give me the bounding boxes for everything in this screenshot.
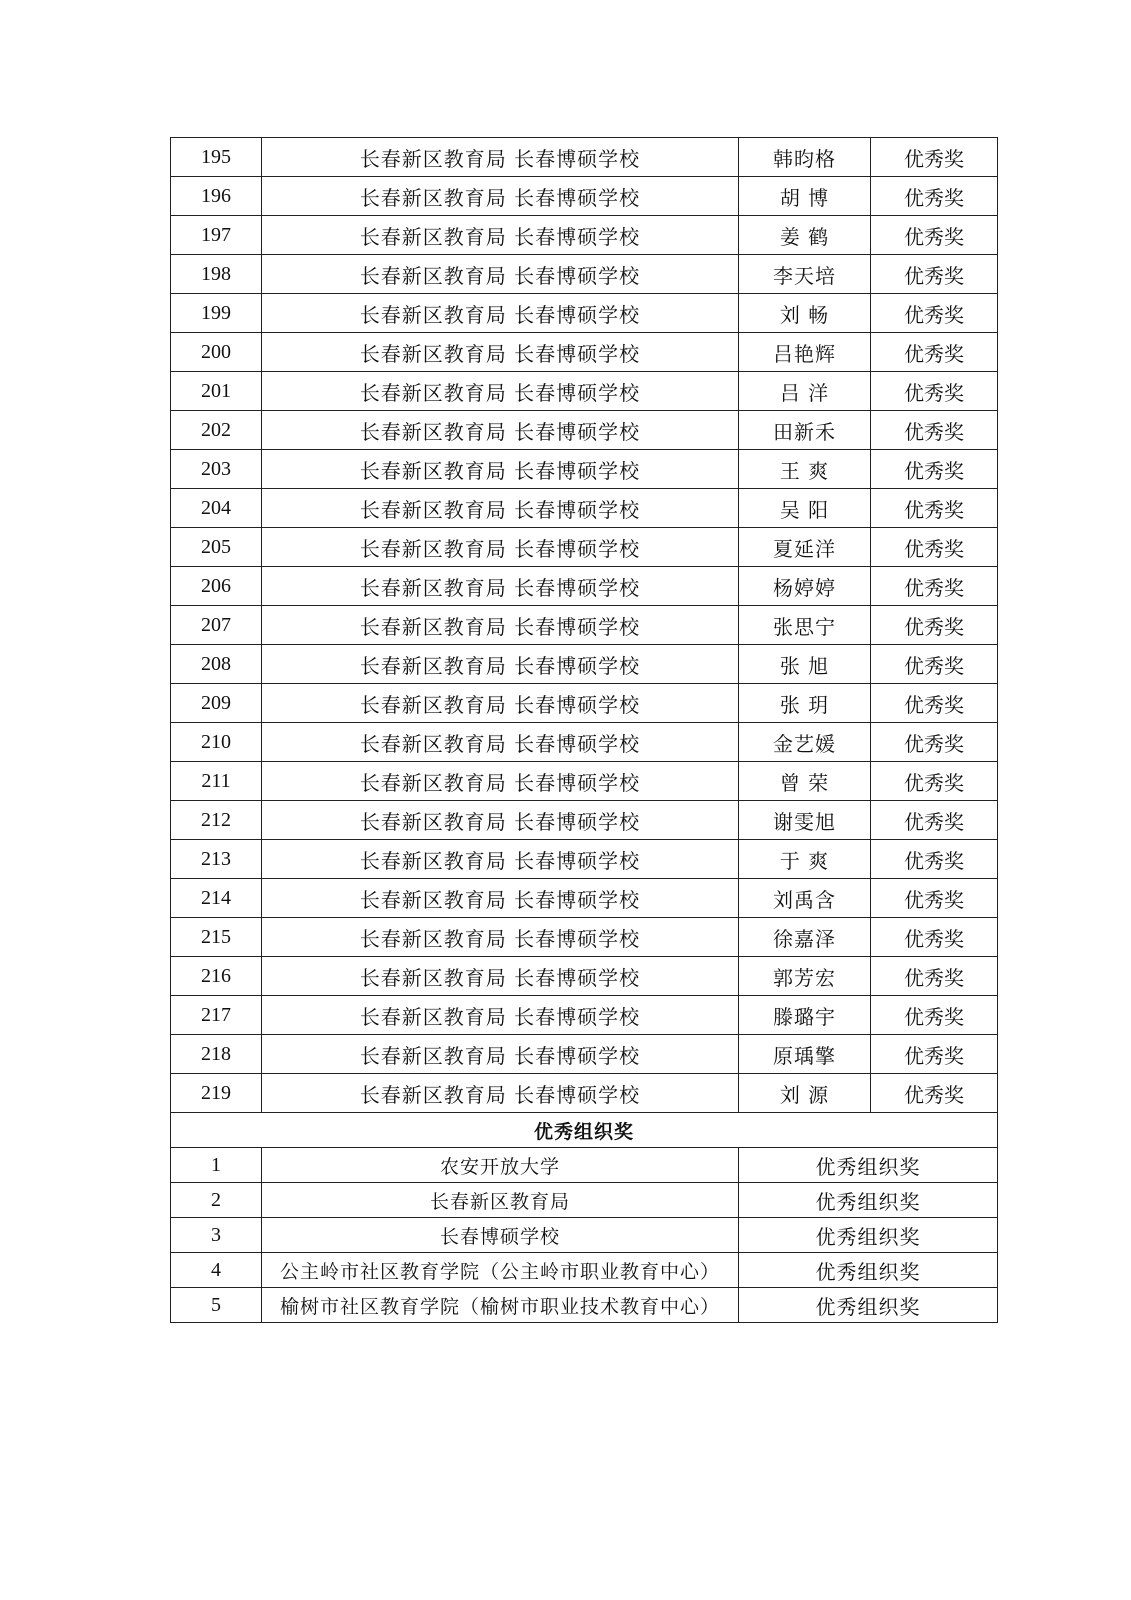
row-number: 206 [171,567,262,606]
row-number: 211 [171,762,262,801]
award-cell: 优秀奖 [871,957,998,996]
table-row [171,1288,998,1323]
name-cell: 王 爽 [739,450,871,489]
award-cell: 优秀组织奖 [739,1183,998,1218]
organization-cell: 长春新区教育局 长春博硕学校 [262,216,739,255]
award-cell: 优秀奖 [871,1074,998,1113]
row-number: 197 [171,216,262,255]
row-number: 198 [171,255,262,294]
award-cell: 优秀奖 [871,684,998,723]
organization-cell: 长春新区教育局 [262,1183,739,1218]
table-row [171,1035,998,1074]
row-number: 212 [171,801,262,840]
organization-cell: 公主岭市社区教育学院（公主岭市职业教育中心） [262,1253,739,1288]
table-row [171,294,998,333]
award-cell: 优秀奖 [871,996,998,1035]
organization-cell: 长春新区教育局 长春博硕学校 [262,723,739,762]
section-header-row [171,1113,998,1148]
organization-cell: 长春新区教育局 长春博硕学校 [262,918,739,957]
table-row [171,528,998,567]
table-row [171,450,998,489]
name-cell: 吕 洋 [739,372,871,411]
organization-cell: 长春新区教育局 长春博硕学校 [262,645,739,684]
name-cell: 原瑀擎 [739,1035,871,1074]
organization-cell: 长春新区教育局 长春博硕学校 [262,255,739,294]
organization-cell: 长春博硕学校 [262,1218,739,1253]
row-number: 195 [171,138,262,177]
organization-cell: 长春新区教育局 长春博硕学校 [262,762,739,801]
organization-cell: 长春新区教育局 长春博硕学校 [262,801,739,840]
name-cell: 张思宁 [739,606,871,645]
table-row [171,918,998,957]
table-row [171,1183,998,1218]
row-number: 1 [171,1148,262,1183]
row-number: 204 [171,489,262,528]
name-cell: 郭芳宏 [739,957,871,996]
table-row [171,567,998,606]
name-cell: 吴 阳 [739,489,871,528]
award-cell: 优秀奖 [871,1035,998,1074]
organization-cell: 长春新区教育局 长春博硕学校 [262,177,739,216]
row-number: 200 [171,333,262,372]
row-number: 3 [171,1218,262,1253]
name-cell: 张 玥 [739,684,871,723]
award-cell: 优秀奖 [871,567,998,606]
table-row [171,1148,998,1183]
award-cell: 优秀组织奖 [739,1253,998,1288]
table-row [171,216,998,255]
row-number: 210 [171,723,262,762]
table-row [171,606,998,645]
award-cell: 优秀奖 [871,918,998,957]
award-cell: 优秀奖 [871,879,998,918]
organization-cell: 长春新区教育局 长春博硕学校 [262,372,739,411]
row-number: 5 [171,1288,262,1323]
table-row [171,723,998,762]
row-number: 202 [171,411,262,450]
row-number: 209 [171,684,262,723]
organization-cell: 长春新区教育局 长春博硕学校 [262,333,739,372]
name-cell: 刘 畅 [739,294,871,333]
award-cell: 优秀奖 [871,801,998,840]
awards-table [170,137,998,1323]
row-number: 207 [171,606,262,645]
name-cell: 吕艳辉 [739,333,871,372]
row-number: 205 [171,528,262,567]
award-cell: 优秀奖 [871,723,998,762]
table-row [171,684,998,723]
individual-awards-body [171,138,998,1113]
organization-cell: 长春新区教育局 长春博硕学校 [262,294,739,333]
row-number: 199 [171,294,262,333]
row-number: 201 [171,372,262,411]
organization-cell: 长春新区教育局 长春博硕学校 [262,528,739,567]
table-row [171,957,998,996]
organization-cell: 长春新区教育局 长春博硕学校 [262,957,739,996]
organization-cell: 长春新区教育局 长春博硕学校 [262,996,739,1035]
row-number: 219 [171,1074,262,1113]
table-row [171,840,998,879]
organization-cell: 长春新区教育局 长春博硕学校 [262,1035,739,1074]
award-cell: 优秀奖 [871,216,998,255]
award-cell: 优秀奖 [871,294,998,333]
table-row [171,762,998,801]
name-cell: 滕璐宇 [739,996,871,1035]
name-cell: 胡 博 [739,177,871,216]
award-cell: 优秀奖 [871,645,998,684]
award-cell: 优秀组织奖 [739,1288,998,1323]
organization-section [171,1113,998,1148]
organization-cell: 长春新区教育局 长春博硕学校 [262,1074,739,1113]
name-cell: 夏延洋 [739,528,871,567]
name-cell: 韩昀格 [739,138,871,177]
award-cell: 优秀奖 [871,528,998,567]
table-row [171,1218,998,1253]
row-number: 214 [171,879,262,918]
table-row [171,255,998,294]
award-cell: 优秀奖 [871,177,998,216]
row-number: 217 [171,996,262,1035]
organization-awards-body [171,1148,998,1323]
row-number: 213 [171,840,262,879]
name-cell: 徐嘉泽 [739,918,871,957]
award-cell: 优秀奖 [871,372,998,411]
row-number: 203 [171,450,262,489]
name-cell: 姜 鹤 [739,216,871,255]
name-cell: 谢雯旭 [739,801,871,840]
award-cell: 优秀奖 [871,333,998,372]
organization-cell: 长春新区教育局 长春博硕学校 [262,840,739,879]
section-title: 优秀组织奖 [171,1113,998,1148]
row-number: 196 [171,177,262,216]
row-number: 215 [171,918,262,957]
table-row [171,1074,998,1113]
name-cell: 曾 荣 [739,762,871,801]
row-number: 2 [171,1183,262,1218]
award-cell: 优秀组织奖 [739,1148,998,1183]
organization-cell: 长春新区教育局 长春博硕学校 [262,411,739,450]
organization-cell: 长春新区教育局 长春博硕学校 [262,684,739,723]
organization-cell: 农安开放大学 [262,1148,739,1183]
table-row [171,372,998,411]
row-number: 4 [171,1253,262,1288]
organization-cell: 长春新区教育局 长春博硕学校 [262,450,739,489]
table-row [171,489,998,528]
table-row [171,138,998,177]
name-cell: 田新禾 [739,411,871,450]
name-cell: 于 爽 [739,840,871,879]
organization-cell: 长春新区教育局 长春博硕学校 [262,879,739,918]
row-number: 208 [171,645,262,684]
award-cell: 优秀奖 [871,411,998,450]
award-cell: 优秀组织奖 [739,1218,998,1253]
name-cell: 刘 源 [739,1074,871,1113]
table-row [171,879,998,918]
award-cell: 优秀奖 [871,450,998,489]
award-cell: 优秀奖 [871,840,998,879]
organization-cell: 长春新区教育局 长春博硕学校 [262,489,739,528]
name-cell: 杨婷婷 [739,567,871,606]
organization-cell: 长春新区教育局 长春博硕学校 [262,606,739,645]
name-cell: 张 旭 [739,645,871,684]
award-cell: 优秀奖 [871,606,998,645]
table-row [171,645,998,684]
table-row [171,177,998,216]
name-cell: 刘禹含 [739,879,871,918]
table-row [171,996,998,1035]
award-cell: 优秀奖 [871,255,998,294]
name-cell: 金艺媛 [739,723,871,762]
award-cell: 优秀奖 [871,489,998,528]
name-cell: 李天培 [739,255,871,294]
row-number: 216 [171,957,262,996]
award-cell: 优秀奖 [871,762,998,801]
organization-cell: 榆树市社区教育学院（榆树市职业技术教育中心） [262,1288,739,1323]
table-row [171,333,998,372]
table-row [171,801,998,840]
row-number: 218 [171,1035,262,1074]
table-row [171,411,998,450]
organization-cell: 长春新区教育局 长春博硕学校 [262,138,739,177]
table-row [171,1253,998,1288]
award-cell: 优秀奖 [871,138,998,177]
organization-cell: 长春新区教育局 长春博硕学校 [262,567,739,606]
